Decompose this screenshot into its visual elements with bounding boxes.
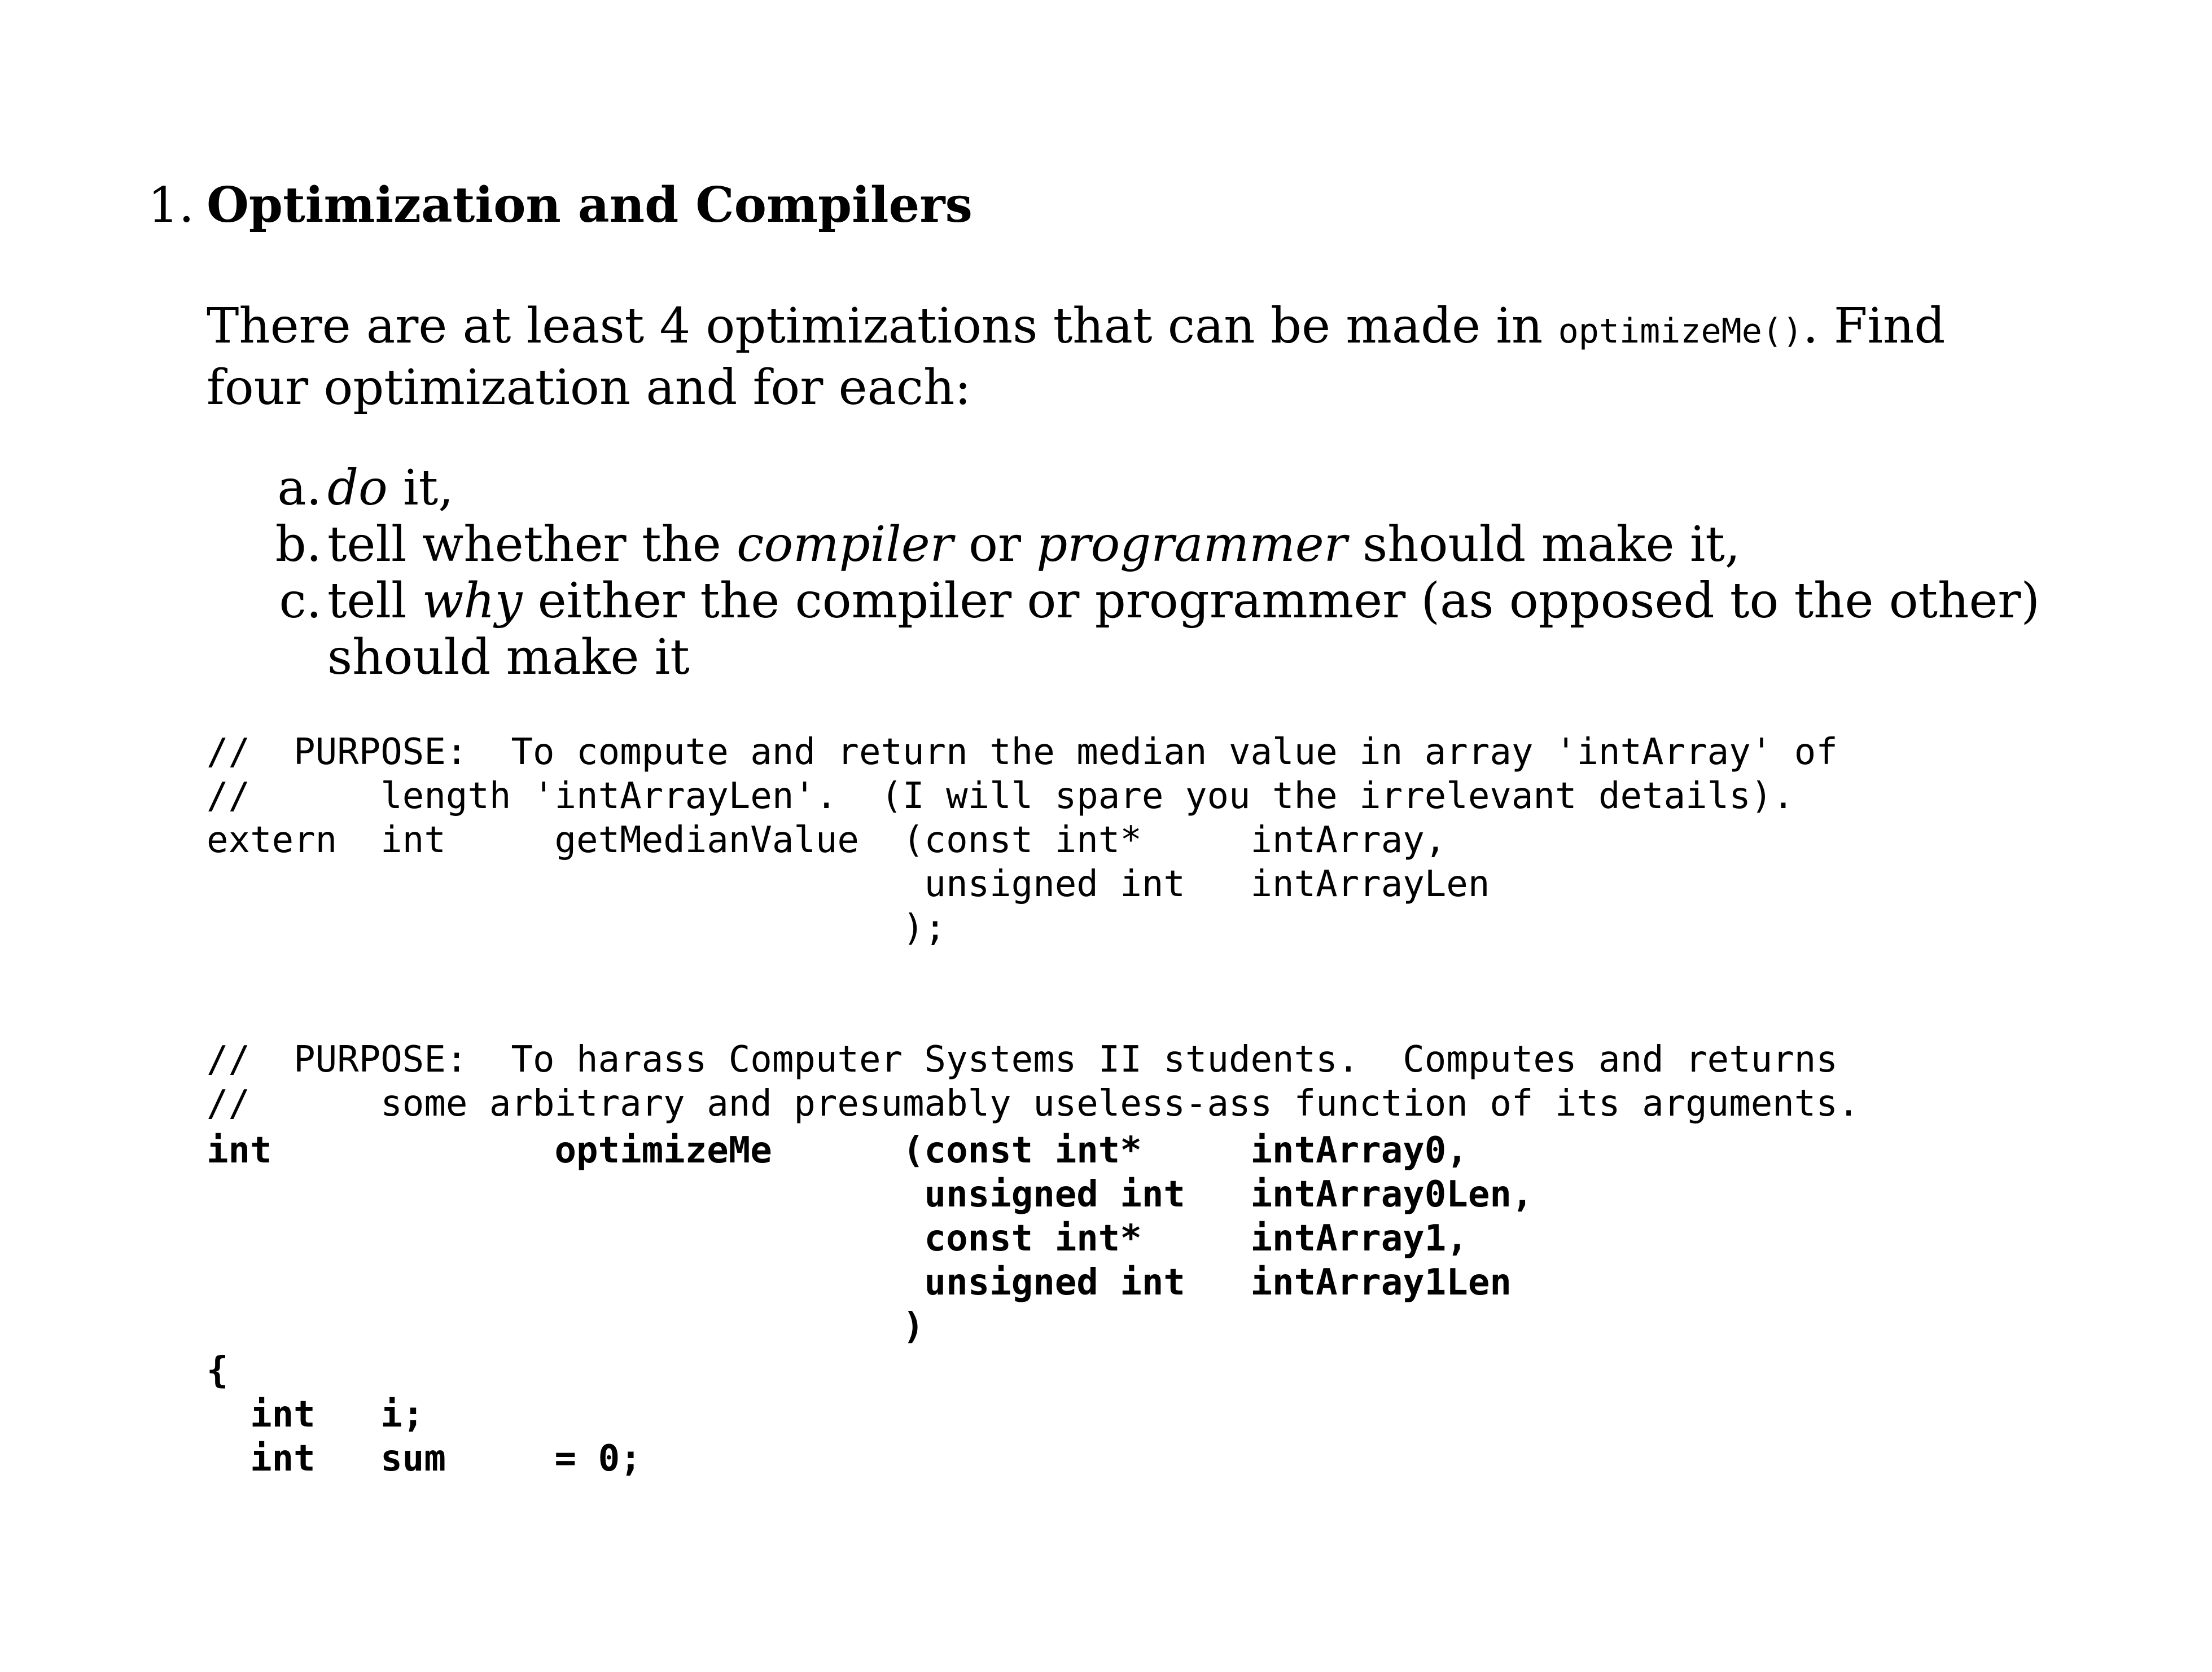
- sub-item-text: [327, 516, 1740, 573]
- emphasis-text: do: [327, 460, 388, 516]
- code-line: unsigned int intArray1Len: [207, 1262, 1512, 1304]
- code-block-median-declaration: [207, 730, 1838, 950]
- code-line: const int* intArray1,: [207, 1218, 1468, 1260]
- emphasis-text: programmer: [1036, 516, 1347, 573]
- sub-item-text-line-2: should make it: [327, 629, 690, 686]
- intro-line-1: [207, 298, 2013, 359]
- sub-item-text-part: should make it,: [1347, 516, 1741, 573]
- code-line: // PURPOSE: To compute and return the median value in array 'intArray' of: [207, 731, 1838, 773]
- code-block-purpose-comment: [207, 1038, 1859, 1126]
- code-line: unsigned int intArrayLen: [207, 863, 1490, 905]
- code-line: int sum = 0;: [207, 1438, 642, 1480]
- sub-item-text-line-1: [327, 573, 2040, 629]
- sub-item-text-rest: it,: [387, 460, 454, 516]
- code-line: int i;: [207, 1394, 424, 1436]
- inline-code-function-name: optimizeMe(): [1558, 311, 1803, 351]
- code-line: ): [207, 1306, 925, 1348]
- sub-item-text-part: or: [953, 516, 1037, 573]
- emphasis-text: why: [422, 573, 523, 629]
- sub-item-text-part: tell: [327, 573, 422, 629]
- sub-item-marker: b.: [275, 516, 322, 573]
- intro-line-2: four optimization and for each:: [207, 359, 971, 416]
- sub-item-marker: c.: [279, 573, 322, 629]
- sub-item-text-part: either the compiler or programmer (as opposed to the other): [522, 573, 2040, 629]
- sub-item-text: [327, 460, 454, 516]
- question-number: 1.: [148, 177, 195, 234]
- sub-item-text-part: tell whether the: [327, 516, 737, 573]
- question-title: Optimization and Compilers: [207, 177, 973, 234]
- sub-item-marker: a.: [277, 460, 322, 516]
- sub-item-text: [327, 573, 2040, 686]
- code-line: {: [207, 1350, 229, 1392]
- code-line: int optimizeMe (const int* intArray0,: [207, 1130, 1468, 1171]
- code-line: unsigned int intArray0Len,: [207, 1174, 1534, 1215]
- emphasis-text: compiler: [737, 516, 953, 573]
- intro-paragraph: [207, 298, 2013, 416]
- intro-text-before-code: There are at least 4 optimizations that can be made in: [207, 298, 1558, 354]
- intro-text-after-code: . Find: [1803, 298, 1946, 354]
- code-line: extern int getMedianValue (const int* intArray,: [207, 819, 1447, 861]
- code-line: // PURPOSE: To harass Computer Systems II students. Computes and returns: [207, 1039, 1838, 1081]
- code-block-optimizeme-function: [207, 1129, 1533, 1481]
- code-line: );: [207, 907, 947, 949]
- code-line: // length 'intArrayLen'. (I will spare you the irrelevant details).: [207, 775, 1794, 817]
- code-line: // some arbitrary and presumably useless-ass function of its arguments.: [207, 1083, 1860, 1125]
